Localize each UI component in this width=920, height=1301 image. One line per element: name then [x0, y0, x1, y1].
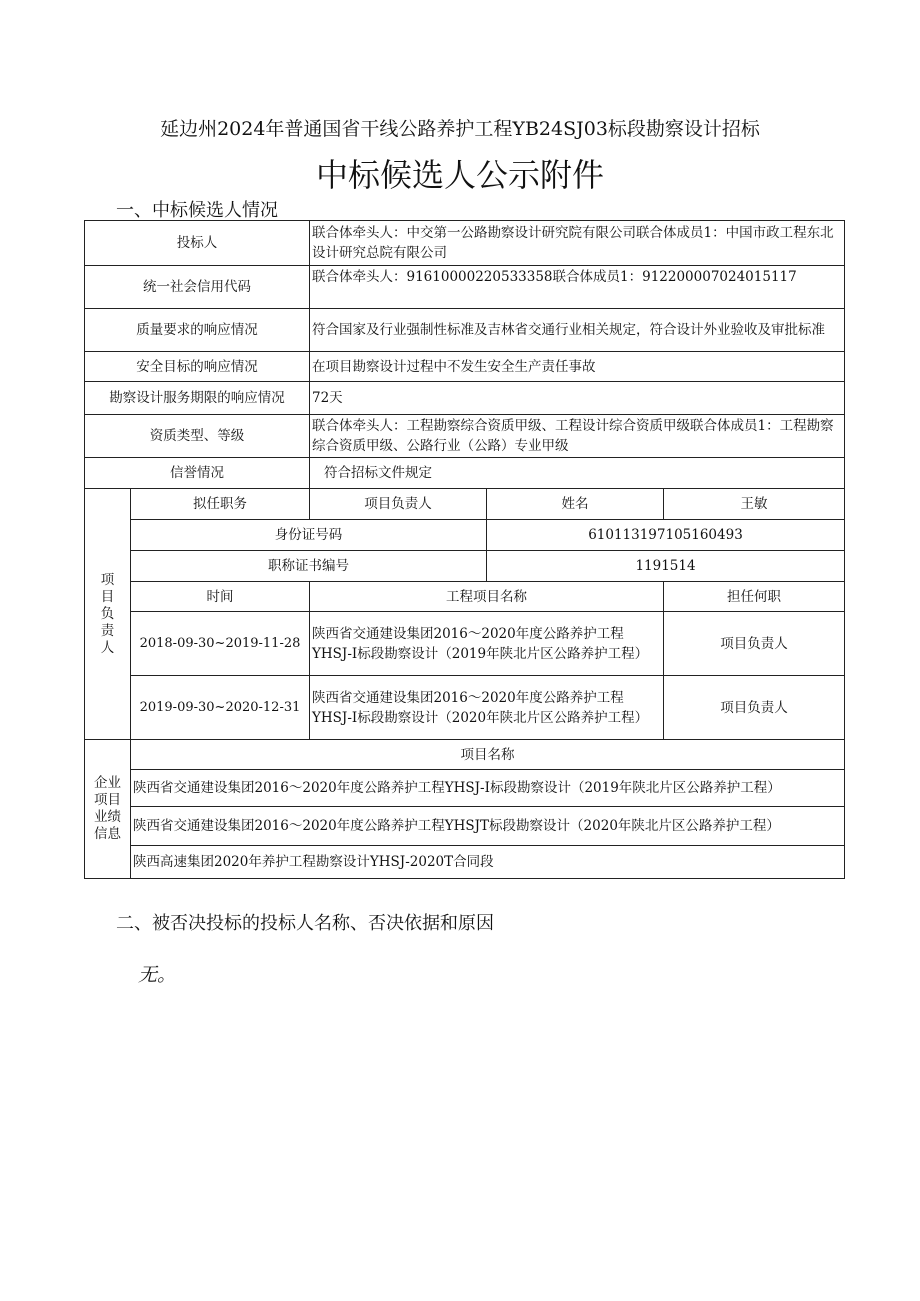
credit-code-label: 统一社会信用代码: [85, 266, 310, 309]
enterprise-item: 陕西高速集团2020年养护工程勘察设计YHSJ-2020T合同段: [131, 846, 845, 879]
history-header-row: [85, 582, 845, 612]
bidder-value: 联合体牵头人：中交第一公路勘察设计研究院有限公司联合体成员1：中国市政工程东北设计研究总院有限公司: [310, 221, 845, 266]
manager-side-text: 项目负责人: [100, 571, 115, 656]
position-value: 项目负责人: [310, 489, 487, 520]
row-credit-code: [85, 266, 845, 309]
cert-label: 职称证书编号: [131, 551, 487, 582]
cert-value: 1191514: [487, 551, 845, 582]
enterprise-header: 项目名称: [131, 740, 845, 770]
section-1-heading: 一、中标候选人情况: [116, 200, 278, 221]
enterprise-row: [85, 807, 845, 846]
enterprise-header-row: [85, 740, 845, 770]
safety-label: 安全目标的响应情况: [85, 352, 310, 382]
bidder-label: 投标人: [85, 221, 310, 266]
enterprise-item: 陕西省交通建设集团2016～2020年度公路养护工程YHSJ-I标段勘察设计（2019年陕北片区公路养护工程）: [131, 770, 845, 807]
reputation-label: 信誉情况: [85, 458, 310, 489]
history-project: 陕西省交通建设集团2016～2020年度公路养护工程YHSJ-I标段勘察设计（2019年陕北片区公路养护工程）: [310, 612, 664, 676]
position-label: 拟任职务: [131, 489, 310, 520]
period-label: 勘察设计服务期限的响应情况: [85, 382, 310, 415]
enterprise-side-label: [85, 740, 131, 879]
manager-cert-row: [85, 551, 845, 582]
credit-code-value: 联合体牵头人：91610000220533358联合体成员1：91220000702401511​7: [310, 266, 845, 309]
rejected-value: 无。: [138, 964, 177, 986]
period-value: 72天: [310, 382, 845, 415]
col-project: 工程项目名称: [310, 582, 664, 612]
name-value: 王敏: [664, 489, 845, 520]
row-safety: [85, 352, 845, 382]
row-period: [85, 382, 845, 415]
title-line-2: 中标候选人公示附件: [315, 156, 604, 194]
manager-side-label: [85, 489, 131, 740]
col-role: 担任何职: [664, 582, 845, 612]
qualification-label: 资质类型、等级: [85, 415, 310, 458]
safety-value: 在项目勘察设计过程中不发生安全生产责任事故: [310, 352, 845, 382]
row-quality: [85, 309, 845, 352]
history-time: 2018-09-30~2019-11-28: [131, 612, 310, 676]
name-label: 姓名: [487, 489, 664, 520]
enterprise-row: [85, 770, 845, 807]
row-reputation: [85, 458, 845, 489]
history-row: [85, 676, 845, 740]
enterprise-side-text: 企业项目业绩信息: [94, 775, 121, 842]
quality-label: 质量要求的响应情况: [85, 309, 310, 352]
id-label: 身份证号码: [131, 520, 487, 551]
history-time: 2019-09-30~2020-12-31: [131, 676, 310, 740]
manager-id-row: [85, 520, 845, 551]
history-row: [85, 612, 845, 676]
enterprise-row: [85, 846, 845, 879]
row-qualification: [85, 415, 845, 458]
candidate-table: [84, 220, 845, 879]
reputation-value: 符合招标文件规定: [310, 458, 845, 489]
qualification-value: 联合体牵头人：工程勘察综合资质甲级、工程设计综合资质甲级联合体成员1：工程勘察综合资质甲级、公路行业（公路）专业甲级: [310, 415, 845, 458]
quality-value: 符合国家及行业强制性标准及吉林省交通行业相关规定，符合设计外业验收及审批标准: [310, 309, 845, 352]
section-2-heading: 二、被否决投标的投标人名称、否决依据和原因: [116, 913, 494, 934]
col-time: 时间: [131, 582, 310, 612]
history-role: 项目负责人: [664, 612, 845, 676]
history-role: 项目负责人: [664, 676, 845, 740]
id-value: 610113197105160493: [487, 520, 845, 551]
title-line-1: 延边州2024年普通国省干线公路养护工程YB24SJ03标段勘察设计招标: [160, 118, 760, 140]
manager-position-row: [85, 489, 845, 520]
row-bidder: [85, 221, 845, 266]
history-project: 陕西省交通建设集团2016～2020年度公路养护工程YHSJ-I标段勘察设计（2020年陕北片区公路养护工程）: [310, 676, 664, 740]
enterprise-item: 陕西省交通建设集团2016～2020年度公路养护工程YHSJT标段勘察设计（2020年陕北片区公路养护工程）: [131, 807, 845, 846]
